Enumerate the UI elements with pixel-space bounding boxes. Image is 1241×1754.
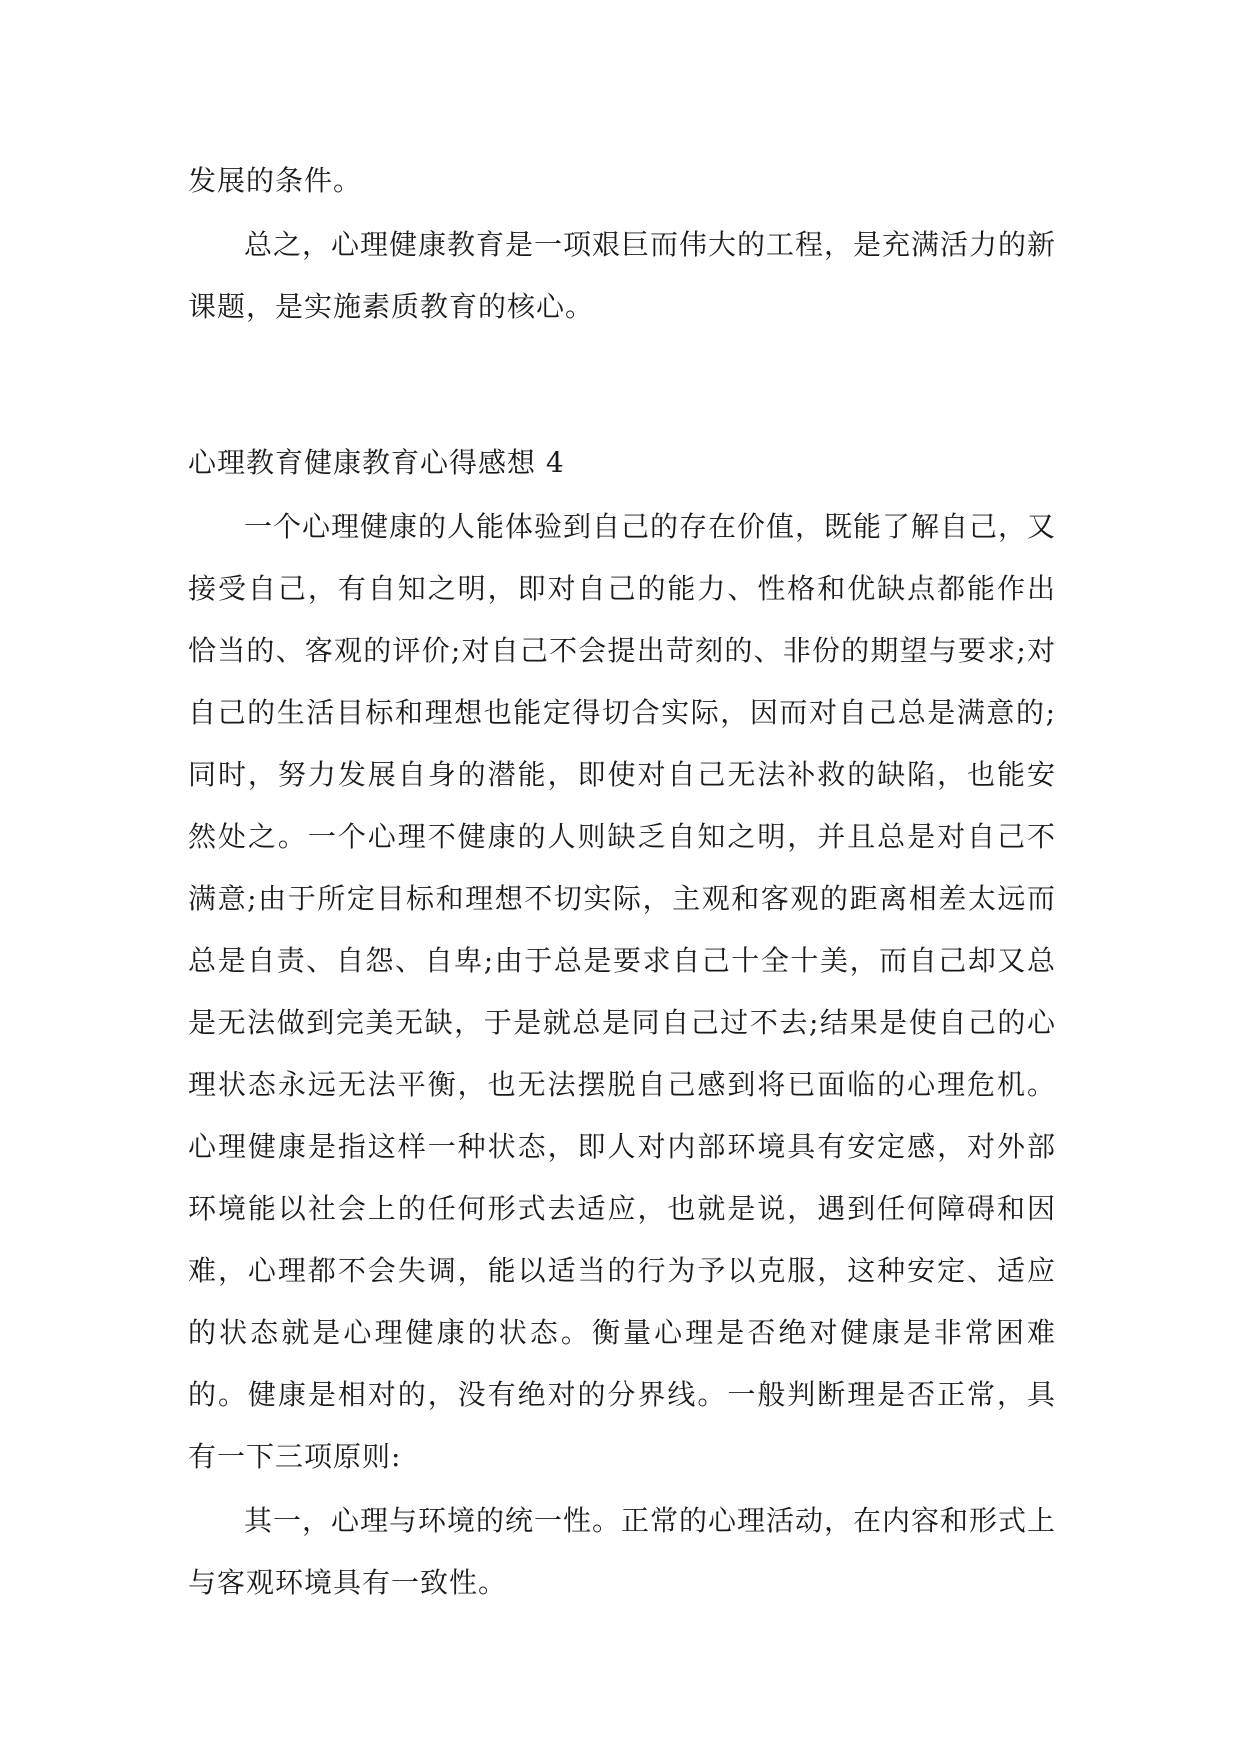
- summary-paragraph: 总之，心理健康教育是一项艰巨而伟大的工程，是充满活力的新课题，是实施素质教育的核心。: [188, 228, 1057, 323]
- principle-one-paragraph: 其一，心理与环境的统一性。正常的心理活动，在内容和形式上与客观环境具有一致性。: [188, 1504, 1057, 1599]
- continuation-paragraph: 发展的条件。: [188, 164, 363, 197]
- section-title: 心理教育健康教育心得感想 4: [188, 446, 565, 479]
- body-paragraph: 一个心理健康的人能体验到自己的存在价值，既能了解自己，又接受自己，有自知之明，即对自己的能力、性格和优缺点都能作出恰当的、客观的评价;对自己不会提出苛刻的、非份的期望与要求;对自己的生活目标和理想也能定得切合实际，因而对自己总是满意的;同时，努力发展自身的潜能，即使对自己无法补救的缺陷，也能安然处之。一个心理不健康的人则缺乏自知之明，并且总是对自己不满意;由于所定目标和理想不切实际，主观和客观的距离相差太远而总是自责、自怨、自卑;由于总是要求自己十全十美，而自己却又总是无法做到完美无缺，于是就总是同自己过不去;结果是使自己的心理状态永远无法平衡，也无法摆脱自己感到将已面临的心理危机。心理健康是指这样一种状态，即人对内部环境具有安定感，对外部环境能以社会上的任何形式去适应，也就是说，遇到任何障碍和因难，心理都不会失调，能以适当的行为予以克服，这种安定、适应的状态就是心理健康的状态。衡量心理是否绝对健康是非常困难的。健康是相对的，没有绝对的分界线。一般判断理是否正常，具有一下三项原则:: [188, 510, 1057, 1473]
- document-page: [188, 150, 1056, 1616]
